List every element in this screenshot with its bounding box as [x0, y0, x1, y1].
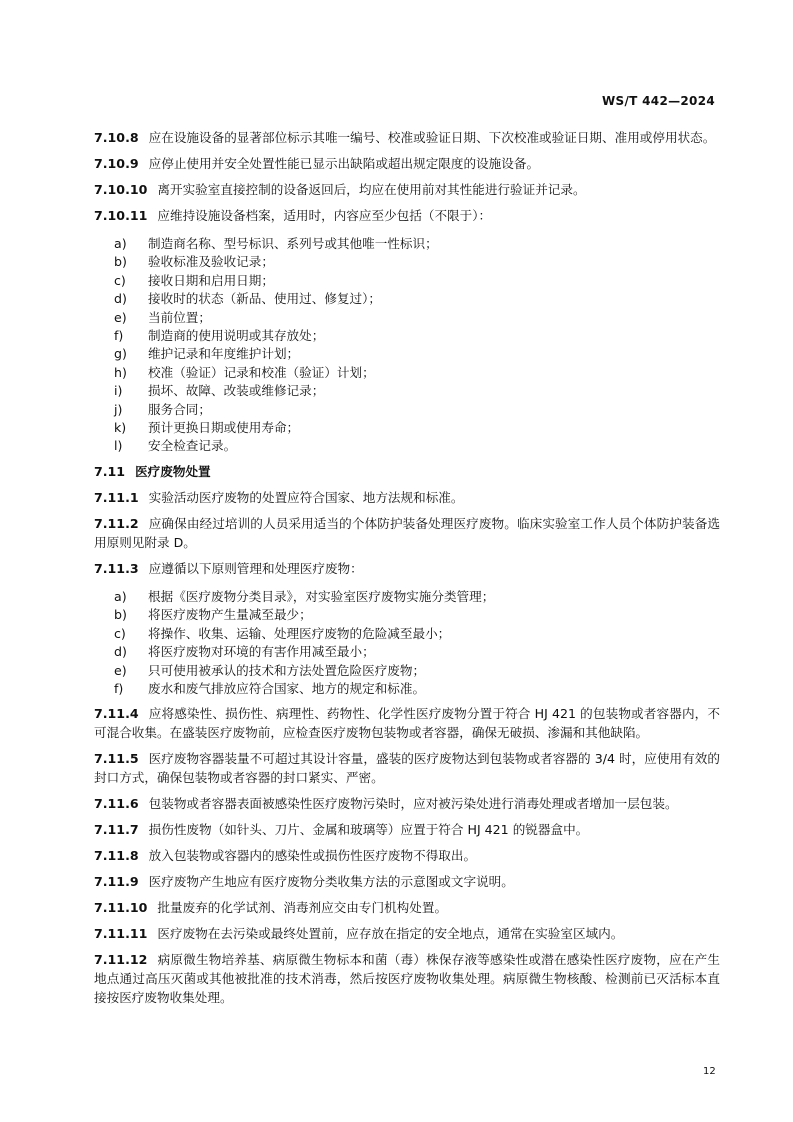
list-marker: e) — [114, 662, 127, 678]
clause-7-11-9 — [94, 872, 720, 891]
list-marker: e) — [114, 309, 127, 325]
list-text: 废水和废气排放应符合国家、地方的规定和标准。 — [148, 680, 426, 696]
section-heading — [94, 462, 720, 481]
clause-number: 7.11.5 — [94, 751, 139, 767]
list-item — [94, 253, 720, 271]
list-item — [94, 643, 720, 661]
list-marker: a) — [114, 236, 127, 251]
list-text: 预计更换日期或使用寿命； — [148, 420, 300, 436]
clause-7-11-3 — [94, 559, 720, 578]
clause-text: 病原微生物培养基、病原微生物标本和菌（毒）株保存液等感染性或潜在感染性医疗废物，应在产生地点通过高压灭菌或其他被批准的技术消毒，然后按医疗废物收集处理。病原微生物核酸、检测前已灭活标本直接按医疗废物收集处理。 — [94, 952, 720, 1006]
list-item — [94, 419, 720, 437]
clause-text: 应停止使用并安全处置性能已显示出缺陷或超出规定限度的设施设备。 — [148, 156, 540, 171]
clause-text: 医疗废物产生地应有医疗废物分类收集方法的示意图或文字说明。 — [148, 874, 514, 890]
clause-text: 实验活动医疗废物的处置应符合国家、地方法规和标准。 — [148, 489, 464, 505]
clause-7-11-6 — [94, 794, 720, 813]
list-text: 制造商的使用说明或其存放处； — [148, 328, 325, 344]
clause-7-11-5 — [94, 749, 720, 787]
clause-text: 医疗废物容器装量不可超过其设计容量，盛装的医疗废物达到包装物或者容器的 3/4 时，应使用有效的封口方式，确保包装物或者容器的封口紧实、严密。 — [94, 751, 720, 786]
page-number: 12 — [703, 1066, 716, 1077]
clause-number: 7.11.9 — [94, 874, 139, 890]
clause-7-10-10 — [94, 180, 720, 199]
list-text: 维护记录和年度维护计划； — [148, 346, 300, 362]
list-text: 当前位置； — [148, 309, 211, 325]
clause-7-11-11 — [94, 924, 720, 943]
clause-number: 7.10.8 — [94, 130, 139, 145]
list-text: 根据《医疗废物分类目录》，对实验室医疗废物实施分类管理； — [148, 588, 495, 604]
list-text: 服务合同； — [148, 401, 211, 417]
list-marker: b) — [114, 607, 127, 623]
list-item — [94, 401, 720, 419]
clause-text: 应维持设施设备档案，适用时，内容应至少包括（不限于）： — [157, 208, 492, 223]
list-item — [94, 662, 720, 680]
list-item — [94, 309, 720, 327]
list-text: 将医疗废物对环境的有害作用减至最小； — [148, 644, 375, 660]
list-marker: d) — [114, 291, 127, 307]
list-item — [94, 588, 720, 606]
list-text: 接收日期和启用日期； — [148, 272, 274, 288]
clause-text: 离开实验室直接控制的设备返回后，均应在使用前对其性能进行验证并记录。 — [157, 182, 586, 197]
clause-7-11-8 — [94, 846, 720, 865]
list-text: 制造商名称、型号标识、系列号或其他唯一性标识； — [148, 236, 438, 251]
clause-text: 医疗废物在去污染或最终处置前，应存放在指定的安全地点，通常在实验室区域内。 — [157, 926, 624, 942]
clause-7-10-9 — [94, 154, 720, 173]
list-item — [94, 606, 720, 624]
page-content — [94, 128, 720, 1014]
list-text: 将操作、收集、运输、处理医疗废物的危险减至最小； — [148, 625, 451, 641]
list-item — [94, 290, 720, 308]
equipment-record-list — [94, 235, 720, 456]
list-item — [94, 680, 720, 698]
list-text: 只可使用被承认的技术和方法处置危险医疗废物； — [148, 662, 426, 678]
clause-text: 放入包装物或容器内的感染性或损伤性医疗废物不得取出。 — [148, 848, 477, 864]
clause-number: 7.11.6 — [94, 796, 139, 812]
list-marker: c) — [114, 625, 126, 641]
list-marker: k) — [114, 420, 127, 436]
clause-7-11-7 — [94, 820, 720, 839]
section-title: 医疗废物处置 — [135, 463, 211, 479]
list-item — [94, 235, 720, 253]
list-marker: f) — [114, 680, 124, 696]
list-marker: c) — [114, 272, 126, 288]
list-marker: f) — [114, 328, 124, 344]
clause-number: 7.11.2 — [94, 515, 139, 531]
clause-number: 7.10.10 — [94, 182, 148, 197]
clause-number: 7.11.7 — [94, 822, 139, 838]
list-marker: a) — [114, 588, 127, 604]
clause-number: 7.11.12 — [94, 952, 148, 968]
clause-text: 应在设施设备的显著部位标示其唯一编号、校准或验证日期、下次校准或验证日期、准用或停用状态。 — [148, 130, 716, 145]
clause-7-11-1 — [94, 488, 720, 507]
clause-7-11-2 — [94, 514, 720, 552]
document-code: WS/T 442—2024 — [602, 94, 715, 108]
clause-number: 7.11.1 — [94, 489, 139, 505]
list-item — [94, 345, 720, 363]
clause-number: 7.11.4 — [94, 706, 139, 722]
list-text: 验收标准及验收记录； — [148, 254, 274, 270]
list-item — [94, 382, 720, 400]
list-marker: g) — [114, 346, 127, 362]
clause-number: 7.11.10 — [94, 900, 148, 916]
clause-number: 7.11.3 — [94, 560, 139, 576]
list-marker: d) — [114, 644, 127, 660]
clause-7-10-8 — [94, 128, 720, 147]
clause-text: 应确保由经过培训的人员采用适当的个体防护装备处理医疗废物。临床实验室工作人员个体防护装备选用原则见附录 D。 — [94, 515, 720, 550]
list-text: 将医疗废物产生量减至最少； — [148, 607, 312, 623]
list-marker: b) — [114, 254, 127, 270]
list-marker: h) — [114, 364, 127, 380]
clause-text: 应将感染性、损伤性、病理性、药物性、化学性医疗废物分置于符合 HJ 421 的包装物或者容器内，不可混合收集。在盛装医疗废物前，应检查医疗废物包装物或者容器，确保无破损、渗漏和其他缺陷。 — [94, 706, 720, 741]
clause-number: 7.11.11 — [94, 926, 148, 942]
list-marker: j) — [114, 401, 123, 417]
list-item — [94, 364, 720, 382]
clause-7-10-11 — [94, 206, 720, 225]
clause-number: 7.10.9 — [94, 156, 139, 171]
clause-text: 批量废弃的化学试剂、消毒剂应交由专门机构处置。 — [157, 900, 448, 916]
list-marker: l) — [114, 438, 123, 454]
list-text: 安全检查记录。 — [148, 438, 237, 454]
clause-7-11-12 — [94, 950, 720, 1007]
waste-principle-list — [94, 588, 720, 698]
clause-text: 应遵循以下原则管理和处理医疗废物： — [148, 560, 363, 576]
clause-number: 7.11.8 — [94, 848, 139, 864]
section-number: 7.11 — [94, 463, 126, 479]
list-marker: i) — [114, 383, 123, 399]
list-item — [94, 327, 720, 345]
list-text: 校准（验证）记录和校准（验证）计划； — [148, 364, 375, 380]
list-text: 损坏、故障、改装或维修记录； — [148, 383, 325, 399]
list-item — [94, 272, 720, 290]
list-item — [94, 437, 720, 455]
clause-7-11-10 — [94, 898, 720, 917]
clause-7-11-4 — [94, 704, 720, 742]
clause-text: 损伤性废物（如针头、刀片、金属和玻璃等）应置于符合 HJ 421 的锐器盒中。 — [148, 822, 589, 838]
list-text: 接收时的状态（新品、使用过、修复过）； — [148, 291, 381, 307]
clause-number: 7.10.11 — [94, 208, 148, 223]
clause-text: 包装物或者容器表面被感染性医疗废物污染时，应对被污染处进行消毒处理或者增加一层包装。 — [148, 796, 678, 812]
list-item — [94, 625, 720, 643]
